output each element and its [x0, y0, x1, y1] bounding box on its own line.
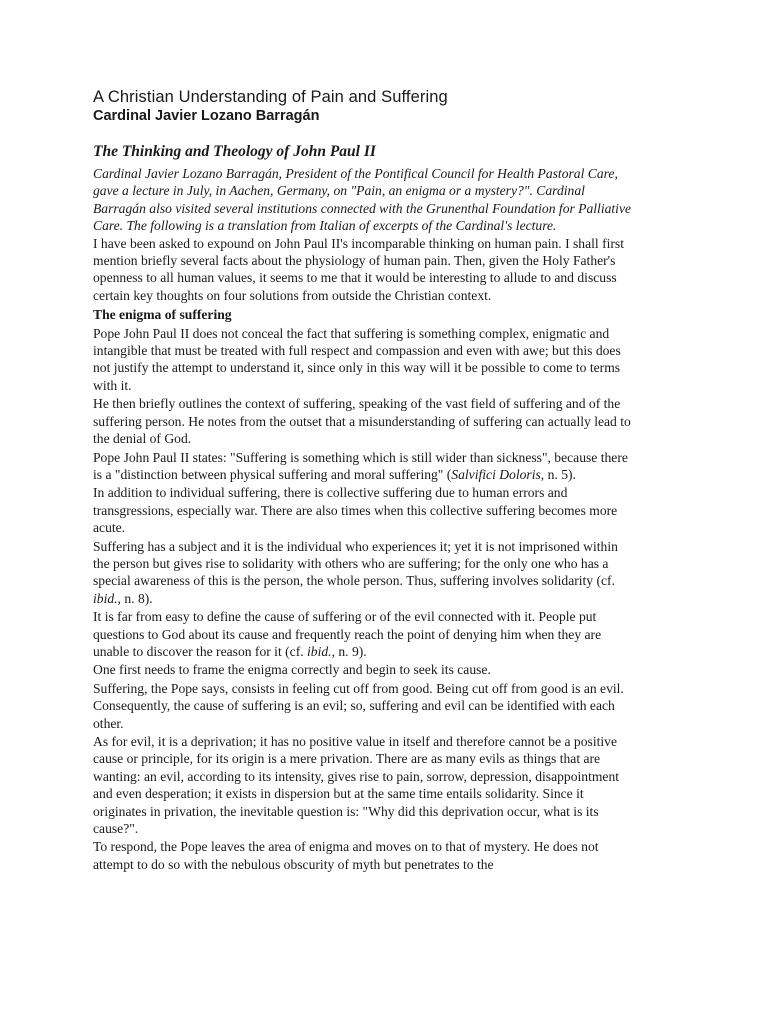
paragraph-9: Suffering, the Pope says, consists in feeling cut off from good. Being cut off from good is an evil. Consequently, the cause of suffering is an evil; so, suffering and evil can be identified with each other.: [93, 680, 624, 731]
paragraph-10: As for evil, it is a deprivation; it has no positive value in itself and therefore cannot be a positive cause or principle, for its origin is a mere privation. There are as many evils as things that are wanting: an evil, according to its intensity, gives rise to pain, sorrow, depression, disappointment and even desperation; it exists in dispersion but at the same time entails solidarity. Since it originates in privation, the inevitable question is: "Why did this deprivation occur, what is its cause?".: [93, 734, 620, 837]
subheading-enigma: The enigma of suffering: [93, 307, 232, 323]
citation-ibid-1: ibid.: [93, 590, 118, 606]
paragraph-6-text-a: Suffering has a subject and it is the individual who experiences it; yet it is not imprisoned within the person but gives rise to solidarity with others who are suffering; for the only one who has a special awareness of this is the person, the whole person. Thus, suffering involves solidarity (cf.: [93, 538, 618, 589]
paragraph-2: Pope John Paul II does not conceal the fact that suffering is something complex, enigmatic and intangible that must be treated with full respect and compassion and even with awe; but this does not justify the attempt to understand it, since only in this way will it be possible to come to terms with it.: [93, 325, 621, 393]
citation-salvifici-doloris: Salvifici Doloris: [451, 466, 541, 482]
section-title: The Thinking and Theology of John Paul II: [93, 143, 376, 160]
paragraph-1: I have been asked to expound on John Paul II's incomparable thinking on human pain. I shall first mention briefly several facts about the physiology of human pain. Then, given the Holy Father's openness to all human values, it seems to me that it would be interesting to allude to and discuss certain key thoughts on four solutions from outside the Christian context.: [93, 235, 624, 303]
paragraph-8: One first needs to frame the enigma correctly and begin to seek its cause.: [93, 662, 491, 678]
paragraph-6-text-b: , n. 8).: [117, 590, 153, 606]
intro-paragraph: Cardinal Javier Lozano Barragán, President of the Pontifical Council for Health Pastoral Care, gave a lecture in July, in Aachen, Germany, on "Pain, an enigma or a mystery?". Cardinal Barragán also visited several institutions connected with the Grunenthal Foundation for Palliative Care. The following is a translation from Italian of excerpts of the Cardinal's lecture.: [93, 166, 632, 234]
document-page: [93, 88, 633, 873]
paragraph-6: [93, 538, 633, 608]
citation-ibid-2: ibid.: [307, 643, 332, 659]
paragraph-5: In addition to individual suffering, there is collective suffering due to human errors and transgressions, especially war. There are also times when this collective suffering becomes more acute.: [93, 485, 618, 536]
document-author: Cardinal Javier Lozano Barragán: [93, 108, 320, 124]
paragraph-4-text-b: , n. 5).: [540, 466, 576, 482]
paragraph-7: [93, 608, 633, 660]
paragraph-4-text-a: Pope John Paul II states: "Suffering is something which is still wider than sickness", because there is a "distinction between physical suffering and moral suffering" (: [93, 449, 628, 482]
paragraph-3: He then briefly outlines the context of suffering, speaking of the vast field of suffering and of the suffering person. He notes from the outset that a misunderstanding of suffering can actually lead to the denial of God.: [93, 396, 631, 447]
paragraph-7-text-a: It is far from easy to define the cause of suffering or of the evil connected with it. People put questions to God about its cause and frequently reach the point of denying him when they are unable to discover the reason for it (cf.: [93, 609, 602, 659]
paragraph-11: To respond, the Pope leaves the area of enigma and moves on to that of mystery. He does not attempt to do so with the nebulous obscurity of myth but penetrates to the: [93, 839, 599, 872]
paragraph-7-text-b: , n. 9).: [331, 643, 367, 659]
paragraph-4: [93, 449, 633, 484]
document-title: A Christian Understanding of Pain and Suffering: [93, 88, 448, 106]
